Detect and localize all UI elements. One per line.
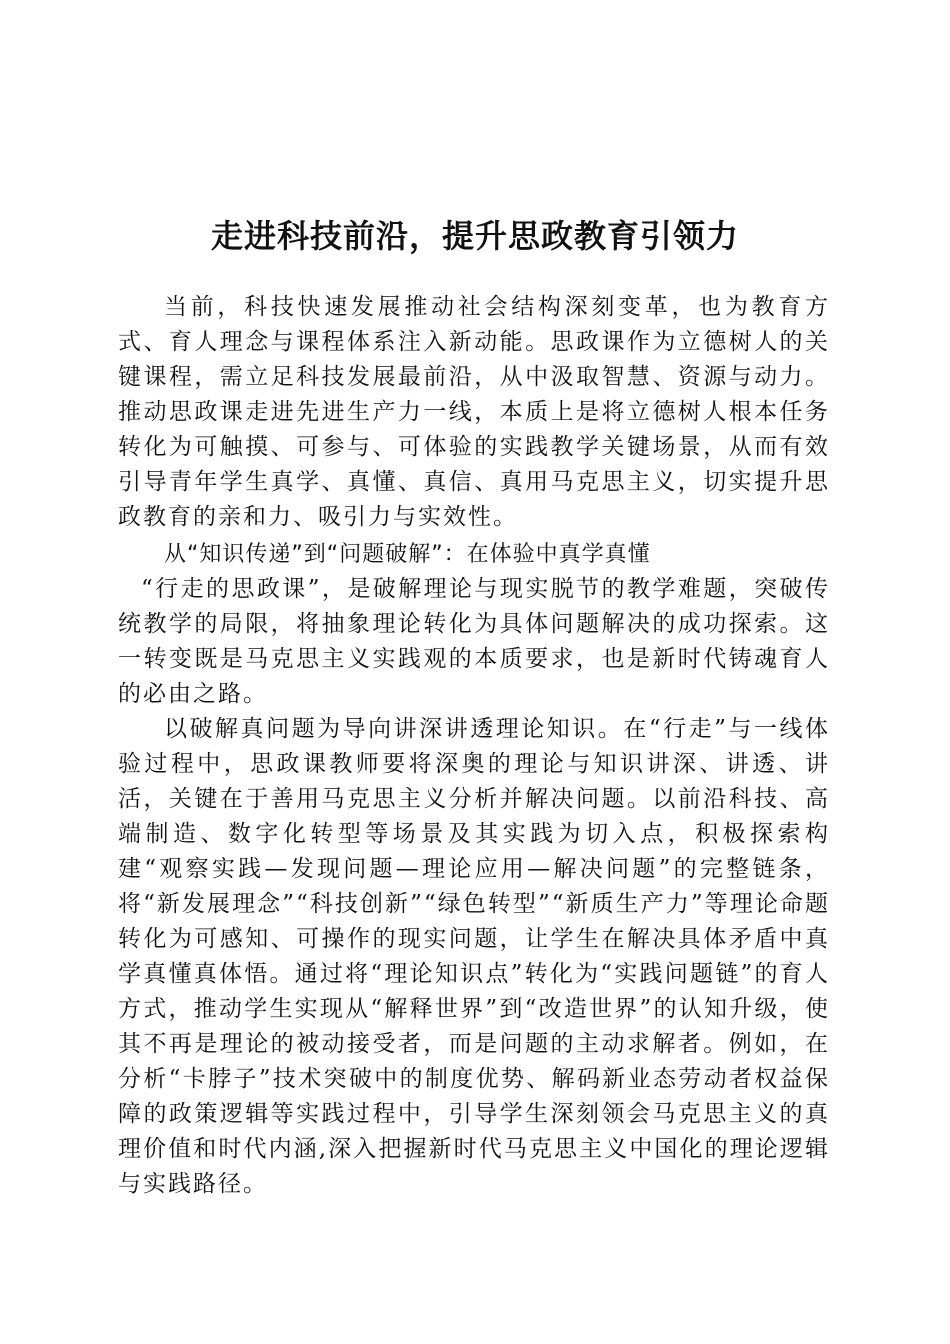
document-title: 走进科技前沿，提升思政教育引领力: [210, 217, 739, 256]
intro-paragraph: 当前，科技快速发展推动社会结构深刻变革，也为教育方式、育人理念与课程体系注入新动能。思政课作为立德树人的关键课程，需立足科技发展最前沿，从中汲取智慧、资源与动力。推动思政课走进先进生产力一线，本质上是将立德树人根本任务转化为可触摸、可参与、可体验的实践教学关键场景，从而有效引导青年学生真学、真懂、真信、真用马克思主义，切实提升思政教育的亲和力、吸引力与实效性。: [118, 294, 830, 530]
section-paragraph-2: 以破解真问题为导向讲深讲透理论知识。在“行走”与一线体验过程中，思政课教师要将深奥的理论与知识讲深、讲透、讲活，关键在于善用马克思主义分析并解决问题。以前沿科技、高端制造、数字化转型等场景及其实践为切入点，积极探索构建“观察实践—发现问题—理论应用—解决问题”的完整链条，将“新发展理念”“科技创新”“绿色转型”“新质生产力”等理论命题转化为可感知、可操作的现实问题，让学生在解决具体矛盾中真学真懂真体悟。通过将“理论知识点”转化为“实践问题链”的育人方式，推动学生实现从“解释世界”到“改造世界”的认知升级，使其不再是理论的被动接受者，而是问题的主动求解者。例如，在分析“卡脖子”技术突破中的制度优势、解码新业态劳动者权益保障的政策逻辑等实践过程中，引导学生深刻领会马克思主义的真理价值和时代内涵,深入把握新时代马克思主义中国化的理论逻辑与实践路径。: [118, 716, 830, 1197]
section-heading: 从“知识传递”到“问题破解”：在体验中真学真懂: [164, 542, 651, 567]
section-paragraph-1: “行走的思政课”，是破解理论与现实脱节的教学难题，突破传统教学的局限，将抽象理论转化为具体问题解决的成功探索。这一转变既是马克思主义实践观的本质要求，也是新时代铸魂育人的必由之路。: [118, 576, 830, 707]
document-body: [118, 290, 830, 1202]
